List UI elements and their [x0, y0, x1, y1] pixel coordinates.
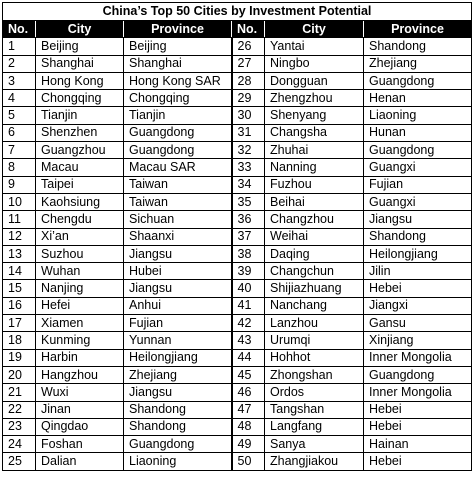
rank-cell-left: 14 — [3, 263, 36, 280]
table-row — [3, 349, 472, 366]
table-row — [3, 107, 472, 124]
rank-cell-left: 19 — [3, 349, 36, 366]
province-cell-right: Jiangxi — [364, 297, 472, 314]
province-cell-right: Hebei — [364, 418, 472, 435]
table-row — [3, 263, 472, 280]
rank-cell-right: 45 — [232, 366, 265, 383]
city-cell-left: Tianjin — [36, 107, 124, 124]
city-cell-left: Suzhou — [36, 245, 124, 262]
province-cell-right: Liaoning — [364, 107, 472, 124]
province-cell-left: Shandong — [124, 418, 232, 435]
rank-cell-left: 12 — [3, 228, 36, 245]
rank-cell-left: 22 — [3, 401, 36, 418]
rank-cell-left: 3 — [3, 72, 36, 89]
rank-cell-right: 35 — [232, 193, 265, 210]
province-cell-left: Taiwan — [124, 176, 232, 193]
table-row — [3, 384, 472, 401]
rank-cell-left: 24 — [3, 436, 36, 453]
province-cell-left: Hubei — [124, 263, 232, 280]
table-row — [3, 315, 472, 332]
spreadsheet — [2, 2, 471, 486]
province-cell-right: Guangxi — [364, 159, 472, 176]
rank-cell-left: 5 — [3, 107, 36, 124]
rank-cell-left: 13 — [3, 245, 36, 262]
province-cell-left: Liaoning — [124, 453, 232, 470]
table-title: China’s Top 50 Cities by Investment Potential — [3, 3, 472, 21]
rank-cell-right: 29 — [232, 90, 265, 107]
table-row — [3, 159, 472, 176]
province-cell-left: Yunnan — [124, 332, 232, 349]
rank-cell-left: 7 — [3, 142, 36, 159]
city-cell-left: Xiamen — [36, 315, 124, 332]
rank-cell-left: 21 — [3, 384, 36, 401]
city-cell-left: Harbin — [36, 349, 124, 366]
province-cell-right: Gansu — [364, 315, 472, 332]
province-cell-right: Zhejiang — [364, 55, 472, 72]
province-cell-right: Xinjiang — [364, 332, 472, 349]
province-cell-right: Guangdong — [364, 72, 472, 89]
province-cell-right: Hunan — [364, 124, 472, 141]
city-cell-right: Zhuhai — [265, 142, 364, 159]
province-cell-left: Shandong — [124, 401, 232, 418]
city-cell-right: Changsha — [265, 124, 364, 141]
province-cell-right: Hebei — [364, 401, 472, 418]
table-row — [3, 38, 472, 55]
city-cell-left: Shenzhen — [36, 124, 124, 141]
table-body — [3, 38, 472, 470]
province-cell-right: Hebei — [364, 453, 472, 470]
table-row — [3, 332, 472, 349]
table-row — [3, 453, 472, 470]
city-cell-left: Wuhan — [36, 263, 124, 280]
city-cell-right: Fuzhou — [265, 176, 364, 193]
rank-cell-left: 8 — [3, 159, 36, 176]
table-row — [3, 297, 472, 314]
province-cell-left: Heilongjiang — [124, 349, 232, 366]
table-row — [3, 245, 472, 262]
table-row — [3, 176, 472, 193]
table-row — [3, 124, 472, 141]
province-cell-left: Beijing — [124, 38, 232, 55]
table-row — [3, 366, 472, 383]
rank-cell-right: 26 — [232, 38, 265, 55]
rank-cell-left: 9 — [3, 176, 36, 193]
table-row — [3, 211, 472, 228]
city-cell-left: Macau — [36, 159, 124, 176]
province-cell-right: Inner Mongolia — [364, 349, 472, 366]
rank-cell-right: 32 — [232, 142, 265, 159]
rank-cell-left: 20 — [3, 366, 36, 383]
table-row — [3, 401, 472, 418]
rank-cell-right: 40 — [232, 280, 265, 297]
table-row — [3, 55, 472, 72]
city-cell-left: Xi’an — [36, 228, 124, 245]
province-cell-left: Guangdong — [124, 436, 232, 453]
city-cell-right: Weihai — [265, 228, 364, 245]
table-row — [3, 193, 472, 210]
city-cell-right: Daqing — [265, 245, 364, 262]
rank-cell-left: 23 — [3, 418, 36, 435]
province-cell-left: Jiangsu — [124, 280, 232, 297]
rank-cell-right: 33 — [232, 159, 265, 176]
rank-cell-left: 11 — [3, 211, 36, 228]
rank-cell-left: 16 — [3, 297, 36, 314]
rank-cell-left: 25 — [3, 453, 36, 470]
city-cell-left: Wuxi — [36, 384, 124, 401]
province-cell-left: Zhejiang — [124, 366, 232, 383]
header-city-left: City — [36, 21, 124, 38]
province-cell-right: Guangdong — [364, 142, 472, 159]
rank-cell-left: 4 — [3, 90, 36, 107]
city-cell-left: Qingdao — [36, 418, 124, 435]
province-cell-left: Shaanxi — [124, 228, 232, 245]
rank-cell-right: 46 — [232, 384, 265, 401]
table-row — [3, 142, 472, 159]
rank-cell-right: 28 — [232, 72, 265, 89]
city-cell-right: Zhongshan — [265, 366, 364, 383]
city-cell-right: Dongguan — [265, 72, 364, 89]
province-cell-right: Inner Mongolia — [364, 384, 472, 401]
city-cell-right: Ningbo — [265, 55, 364, 72]
rank-cell-left: 6 — [3, 124, 36, 141]
rank-cell-right: 49 — [232, 436, 265, 453]
rank-cell-left: 1 — [3, 38, 36, 55]
city-cell-left: Kaohsiung — [36, 193, 124, 210]
city-cell-left: Beijing — [36, 38, 124, 55]
city-cell-right: Nanchang — [265, 297, 364, 314]
province-cell-left: Shanghai — [124, 55, 232, 72]
city-cell-right: Changchun — [265, 263, 364, 280]
header-province-right: Province — [364, 21, 472, 38]
province-cell-left: Anhui — [124, 297, 232, 314]
rank-cell-left: 17 — [3, 315, 36, 332]
city-cell-right: Changzhou — [265, 211, 364, 228]
city-cell-right: Shenyang — [265, 107, 364, 124]
province-cell-left: Sichuan — [124, 211, 232, 228]
city-cell-left: Kunming — [36, 332, 124, 349]
table-row — [3, 436, 472, 453]
city-cell-left: Guangzhou — [36, 142, 124, 159]
cities-table — [2, 2, 472, 471]
header-city-right: City — [265, 21, 364, 38]
city-cell-left: Hangzhou — [36, 366, 124, 383]
header-no-right: No. — [232, 21, 265, 38]
rank-cell-right: 43 — [232, 332, 265, 349]
province-cell-right: Shandong — [364, 228, 472, 245]
province-cell-right: Hebei — [364, 280, 472, 297]
rank-cell-right: 50 — [232, 453, 265, 470]
city-cell-left: Foshan — [36, 436, 124, 453]
rank-cell-right: 39 — [232, 263, 265, 280]
city-cell-right: Tangshan — [265, 401, 364, 418]
rank-cell-right: 41 — [232, 297, 265, 314]
city-cell-right: Zhengzhou — [265, 90, 364, 107]
province-cell-left: Fujian — [124, 315, 232, 332]
province-cell-left: Guangdong — [124, 124, 232, 141]
table-row — [3, 418, 472, 435]
province-cell-left: Jiangsu — [124, 245, 232, 262]
rank-cell-right: 27 — [232, 55, 265, 72]
rank-cell-left: 18 — [3, 332, 36, 349]
province-cell-left: Chongqing — [124, 90, 232, 107]
city-cell-left: Chengdu — [36, 211, 124, 228]
province-cell-right: Guangdong — [364, 366, 472, 383]
table-row — [3, 90, 472, 107]
province-cell-right: Heilongjiang — [364, 245, 472, 262]
city-cell-right: Hohhot — [265, 349, 364, 366]
rank-cell-right: 30 — [232, 107, 265, 124]
rank-cell-right: 36 — [232, 211, 265, 228]
city-cell-right: Sanya — [265, 436, 364, 453]
rank-cell-left: 2 — [3, 55, 36, 72]
province-cell-right: Jilin — [364, 263, 472, 280]
rank-cell-right: 31 — [232, 124, 265, 141]
rank-cell-left: 10 — [3, 193, 36, 210]
city-cell-right: Urumqi — [265, 332, 364, 349]
province-cell-left: Guangdong — [124, 142, 232, 159]
city-cell-left: Hong Kong — [36, 72, 124, 89]
rank-cell-left: 15 — [3, 280, 36, 297]
province-cell-right: Henan — [364, 90, 472, 107]
province-cell-right: Hainan — [364, 436, 472, 453]
rank-cell-right: 37 — [232, 228, 265, 245]
city-cell-right: Ordos — [265, 384, 364, 401]
province-cell-right: Guangxi — [364, 193, 472, 210]
city-cell-left: Shanghai — [36, 55, 124, 72]
header-province-left: Province — [124, 21, 232, 38]
province-cell-left: Tianjin — [124, 107, 232, 124]
city-cell-right: Zhangjiakou — [265, 453, 364, 470]
rank-cell-right: 42 — [232, 315, 265, 332]
table-row — [3, 72, 472, 89]
rank-cell-right: 48 — [232, 418, 265, 435]
rank-cell-right: 38 — [232, 245, 265, 262]
province-cell-right: Fujian — [364, 176, 472, 193]
city-cell-left: Dalian — [36, 453, 124, 470]
table-row — [3, 280, 472, 297]
city-cell-left: Hefei — [36, 297, 124, 314]
province-cell-left: Macau SAR — [124, 159, 232, 176]
province-cell-left: Hong Kong SAR — [124, 72, 232, 89]
city-cell-left: Chongqing — [36, 90, 124, 107]
city-cell-left: Taipei — [36, 176, 124, 193]
province-cell-left: Taiwan — [124, 193, 232, 210]
city-cell-right: Langfang — [265, 418, 364, 435]
rank-cell-right: 47 — [232, 401, 265, 418]
city-cell-right: Nanning — [265, 159, 364, 176]
province-cell-left: Jiangsu — [124, 384, 232, 401]
city-cell-left: Jinan — [36, 401, 124, 418]
city-cell-left: Nanjing — [36, 280, 124, 297]
city-cell-right: Lanzhou — [265, 315, 364, 332]
city-cell-right: Yantai — [265, 38, 364, 55]
rank-cell-right: 44 — [232, 349, 265, 366]
header-no-left: No. — [3, 21, 36, 38]
province-cell-right: Jiangsu — [364, 211, 472, 228]
table-row — [3, 228, 472, 245]
city-cell-right: Shijiazhuang — [265, 280, 364, 297]
header-row — [3, 21, 472, 38]
province-cell-right: Shandong — [364, 38, 472, 55]
rank-cell-right: 34 — [232, 176, 265, 193]
city-cell-right: Beihai — [265, 193, 364, 210]
